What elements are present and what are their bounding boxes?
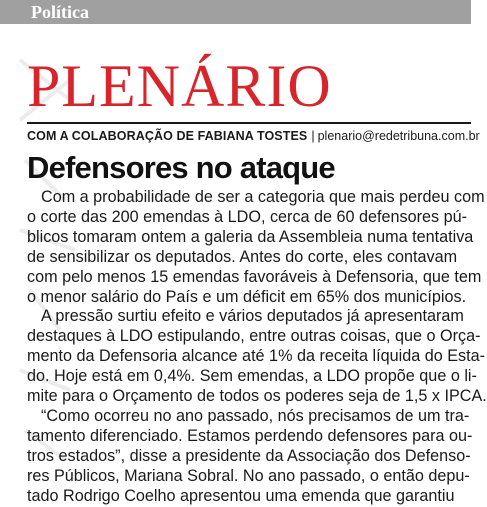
text-line: com pelo menos 15 emendas favoráveis à Defensoria, que tem	[27, 267, 482, 286]
text-line: Com a probabilidade de ser a categoria que mais perdeu com	[41, 188, 485, 206]
credit-separator: |	[311, 129, 315, 143]
article-paragraph	[27, 406, 473, 507]
article-headline: Defensores no ataque	[27, 150, 335, 185]
text-line: mite para o Orçamento de todos os poderes seja de 1,5 x IPCA.	[27, 387, 487, 406]
text-line: tamento diferenciado. Estamos perdendo defensores para ou-	[27, 426, 473, 445]
text-line: tros estados”, disse a presidente da Associação dos Defenso-	[27, 446, 471, 465]
credit-email: plenario@redetribuna.com.br	[317, 129, 480, 143]
article-paragraph	[27, 188, 485, 307]
text-line: o menor salário do País e um déficit em 65% dos municípios.	[27, 287, 467, 306]
text-line: o corte das 200 emendas à LDO, cerca de 60 defensores pú-	[27, 207, 468, 226]
section-label: Política	[31, 2, 89, 22]
text-line: de sensibilizar os deputados. Antes do corte, eles contavam	[27, 247, 458, 266]
text-line: mento da Defensoria alcance até 1% da receita líquida do Esta-	[27, 347, 486, 366]
section-header-bar	[0, 0, 471, 24]
credit-name: COM A COLABORAÇÃO DE FABIANA TOSTES	[27, 129, 308, 143]
text-line: blicos tomaram ontem a galeria da Assembleia numa tentativa	[27, 227, 474, 246]
text-line: do. Hoje está em 0,4%. Sem emendas, a LDO propõe que o li-	[27, 367, 477, 386]
text-line: tado Rodrigo Coelho apresentou uma emenda que garantiu	[27, 486, 455, 505]
text-line: destaques à LDO estipulando, entre outras coisas, que o Orça-	[27, 327, 481, 346]
title-divider	[27, 122, 471, 124]
text-line: “Como ocorreu no ano passado, nós precisamos de um tra-	[41, 406, 470, 425]
article-paragraph	[27, 307, 487, 407]
article-body	[27, 188, 487, 507]
text-line: A pressão surtiu efeito e vários deputados já apresentaram	[41, 307, 464, 326]
column-credit	[27, 128, 480, 144]
column-title: PLENÁRIO	[27, 53, 332, 119]
text-line: res Públicos, Mariana Sobral. No ano passado, o então depu-	[27, 466, 470, 485]
